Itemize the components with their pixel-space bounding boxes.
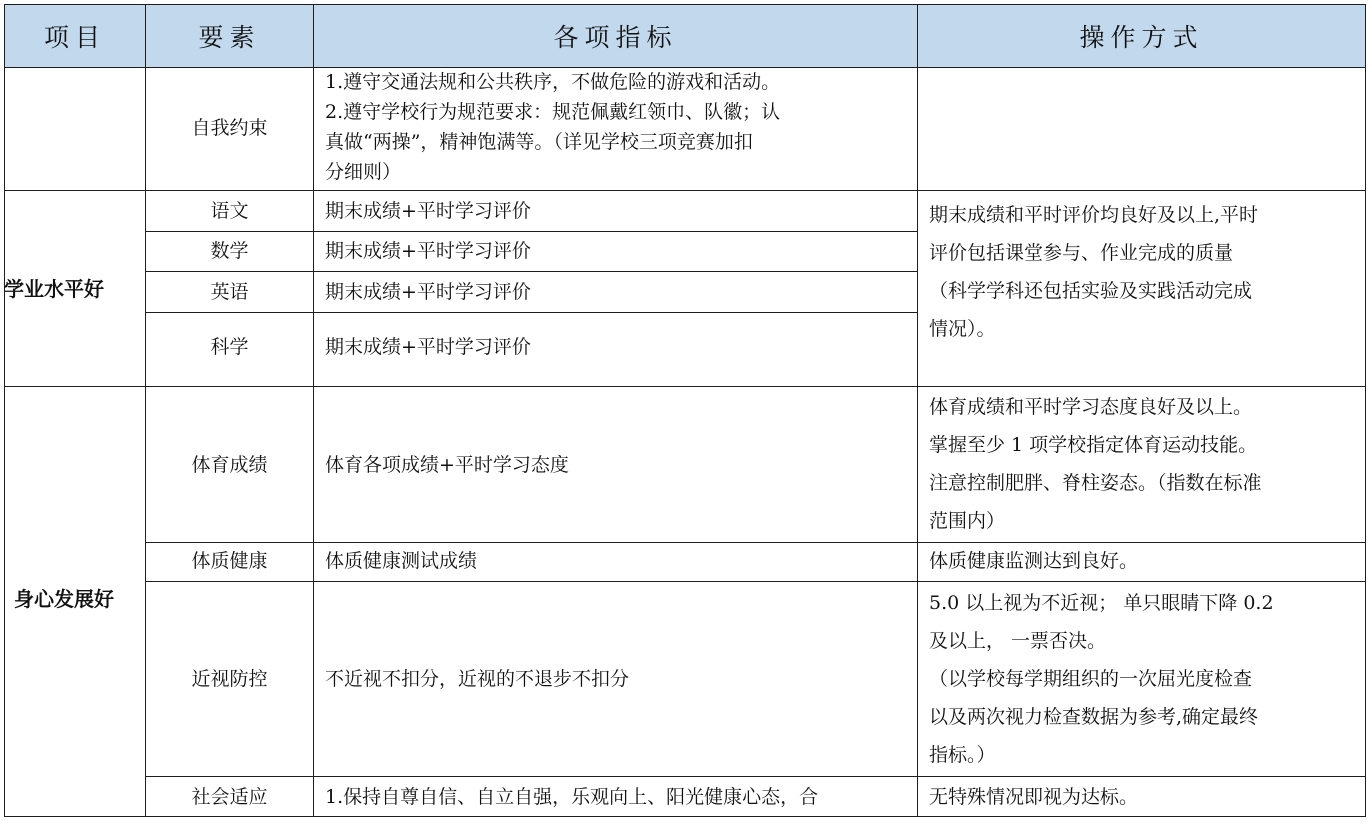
element-cell: 数学 xyxy=(210,240,249,262)
indicator-cell: 期末成绩+平时学习评价 xyxy=(325,200,531,222)
header-cell-method xyxy=(917,4,1366,68)
method-cell xyxy=(929,196,1258,348)
method-line: 掌握至少 1 项学校指定体育运动技能。 xyxy=(929,434,1258,456)
indicator-cell: 期末成绩+平时学习评价 xyxy=(325,281,531,303)
element-cell: 英语 xyxy=(210,281,249,303)
element-cell: 自我约束 xyxy=(191,117,268,139)
row-border xyxy=(4,386,1366,387)
method-line: 以及两次视力检查数据为参考,确定最终 xyxy=(929,706,1259,728)
header-cell-element xyxy=(145,4,314,68)
row-border xyxy=(146,271,918,272)
method-line: 指标。） xyxy=(929,744,996,766)
method-line: （科学学科还包括实验及实践活动完成 xyxy=(929,280,1253,302)
method-line: 体育成绩和平时学习态度良好及以上。 xyxy=(929,396,1253,418)
method-line: 期末成绩和平时评价均良好及以上,平时 xyxy=(929,204,1259,226)
row-border xyxy=(146,581,1366,582)
method-line: 范围内） xyxy=(929,510,1006,532)
column-border xyxy=(313,4,314,817)
method-line: （以学校每学期组织的一次屈光度检查 xyxy=(929,668,1253,690)
header-indicator-label: 各项指标 xyxy=(553,23,678,52)
method-cell: 无特殊情况即视为达标。 xyxy=(929,786,1139,808)
indicator-line: 2.遵守学校行为规范要求：规范佩戴红领巾、队徽；认 xyxy=(325,101,781,123)
indicator-cell: 1.保持自尊自信、自立自强，乐观向上、阳光健康心态，合 xyxy=(325,786,819,808)
indicator-cell: 体育各项成绩+平时学习态度 xyxy=(325,454,569,476)
method-line: 评价包括课堂参与、作业完成的质量 xyxy=(929,242,1234,264)
method-cell: 体质健康监测达到良好。 xyxy=(929,550,1139,572)
method-cell xyxy=(929,584,1274,774)
method-line: 注意控制肥胖、脊柱姿态。（指数在标准 xyxy=(929,472,1262,494)
method-cell xyxy=(929,388,1262,540)
project-cell: 学业水平好 xyxy=(4,277,104,301)
method-line: 情况）。 xyxy=(929,318,996,340)
column-border xyxy=(4,4,5,817)
header-element-label: 要素 xyxy=(198,23,261,52)
row-border xyxy=(146,312,918,313)
indicator-cell xyxy=(325,67,780,187)
indicator-line: 分细则） xyxy=(325,161,402,183)
project-cell: 身心发展好 xyxy=(14,587,114,611)
indicator-line: 真做“两操”，精神饱满等。（详见学校三项竞赛加扣 xyxy=(325,131,753,153)
element-cell: 语文 xyxy=(210,200,249,222)
column-border xyxy=(1365,4,1366,817)
column-border xyxy=(917,4,918,817)
indicator-cell: 不近视不扣分，近视的不退步不扣分 xyxy=(325,668,630,690)
header-method-label: 操作方式 xyxy=(1079,23,1204,52)
method-line: 5.0 以上视为不近视； 单只眼睛下降 0.2 xyxy=(929,592,1274,614)
row-border xyxy=(146,776,1366,777)
indicator-cell: 期末成绩+平时学习评价 xyxy=(325,336,531,358)
element-cell: 体质健康 xyxy=(191,550,268,572)
header-project-label: 项目 xyxy=(43,23,106,52)
table-bottom-border xyxy=(4,816,1366,817)
indicator-cell: 期末成绩+平时学习评价 xyxy=(325,240,531,262)
method-line: 及以上， 一票否决。 xyxy=(929,630,1107,652)
indicator-line: 1.遵守交通法规和公共秩序，不做危险的游戏和活动。 xyxy=(325,71,781,93)
element-cell: 体育成绩 xyxy=(191,454,268,476)
row-border xyxy=(146,231,918,232)
element-cell: 社会适应 xyxy=(191,786,268,808)
indicator-cell: 体质健康测试成绩 xyxy=(325,550,478,572)
element-cell: 近视防控 xyxy=(191,668,268,690)
element-cell: 科学 xyxy=(210,336,249,358)
header-cell-indicator xyxy=(313,4,918,68)
row-border xyxy=(4,190,1366,191)
row-border xyxy=(146,542,1366,543)
header-cell-project xyxy=(4,4,146,68)
